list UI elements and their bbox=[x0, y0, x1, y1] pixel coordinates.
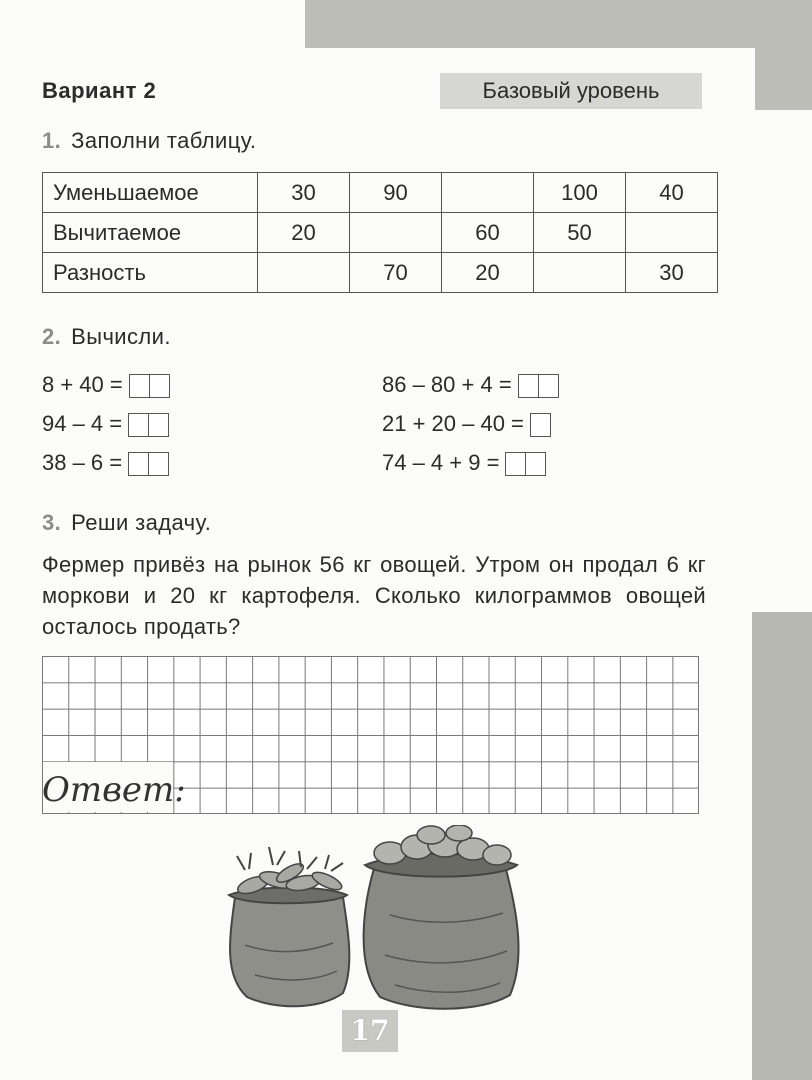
answer-boxes[interactable] bbox=[530, 413, 551, 437]
table-cell[interactable]: 70 bbox=[350, 253, 442, 293]
answer-boxes[interactable] bbox=[128, 452, 169, 476]
variant-title: Вариант 2 bbox=[42, 78, 157, 103]
page-number: 17 bbox=[342, 1010, 398, 1052]
task3-title: Реши задачу. bbox=[71, 510, 212, 535]
expression bbox=[382, 370, 559, 400]
table-cell[interactable]: 50 bbox=[534, 213, 626, 253]
task3-heading bbox=[42, 510, 211, 536]
expression bbox=[42, 448, 169, 478]
table-row-subtrahend bbox=[43, 213, 718, 253]
table-cell[interactable] bbox=[258, 253, 350, 293]
answer-label: Ответ: bbox=[42, 770, 186, 810]
expression bbox=[42, 409, 169, 439]
expression-text: 38 – 6 = bbox=[42, 450, 123, 475]
table-row-minuend bbox=[43, 173, 718, 213]
task1-number: 1. bbox=[42, 128, 62, 153]
expression-text: 94 – 4 = bbox=[42, 411, 123, 436]
decorative-band-right bbox=[752, 612, 812, 1080]
table-cell[interactable] bbox=[534, 253, 626, 293]
level-badge: Базовый уровень bbox=[440, 73, 702, 109]
vegetable-sacks-illustration bbox=[215, 825, 535, 1010]
table-row-difference bbox=[43, 253, 718, 293]
table-cell[interactable]: 20 bbox=[258, 213, 350, 253]
answer-boxes[interactable] bbox=[128, 413, 169, 437]
expression bbox=[42, 370, 170, 400]
answer-boxes[interactable] bbox=[518, 374, 559, 398]
expression bbox=[382, 448, 546, 478]
task2-heading bbox=[42, 324, 171, 350]
table-cell[interactable] bbox=[626, 213, 718, 253]
answer-boxes[interactable] bbox=[505, 452, 546, 476]
table-cell[interactable]: 20 bbox=[442, 253, 534, 293]
expression-text: 8 + 40 = bbox=[42, 372, 123, 397]
carrot-sack-icon bbox=[229, 847, 349, 1006]
potato-sack-icon bbox=[364, 825, 519, 1009]
task1-title: Заполни таблицу. bbox=[71, 128, 257, 153]
table-cell[interactable]: 30 bbox=[258, 173, 350, 213]
table-cell[interactable]: 60 bbox=[442, 213, 534, 253]
row-label: Разность bbox=[43, 253, 258, 293]
expression-text: 86 – 80 + 4 = bbox=[382, 372, 512, 397]
table-cell[interactable]: 40 bbox=[626, 173, 718, 213]
expression bbox=[382, 409, 551, 439]
task1-heading bbox=[42, 128, 256, 154]
table-cell[interactable]: 30 bbox=[626, 253, 718, 293]
table-cell[interactable]: 100 bbox=[534, 173, 626, 213]
fill-table bbox=[42, 172, 718, 293]
answer-boxes[interactable] bbox=[129, 374, 170, 398]
task2-title: Вычисли. bbox=[71, 324, 171, 349]
expression-text: 74 – 4 + 9 = bbox=[382, 450, 500, 475]
decorative-band-top bbox=[305, 0, 812, 48]
table-cell[interactable]: 90 bbox=[350, 173, 442, 213]
row-label: Вычитаемое bbox=[43, 213, 258, 253]
task2-number: 2. bbox=[42, 324, 62, 349]
table-cell[interactable] bbox=[442, 173, 534, 213]
decorative-band-top-right bbox=[755, 0, 812, 110]
expression-text: 21 + 20 – 40 = bbox=[382, 411, 524, 436]
row-label: Уменьшаемое bbox=[43, 173, 258, 213]
table-cell[interactable] bbox=[350, 213, 442, 253]
task3-number: 3. bbox=[42, 510, 62, 535]
problem-text: Фермер привёз на рынок 56 кг овощей. Утром он продал 6 кг моркови и 20 кг картофеля. Сколько килограммов овощей осталось продать? bbox=[42, 552, 706, 639]
